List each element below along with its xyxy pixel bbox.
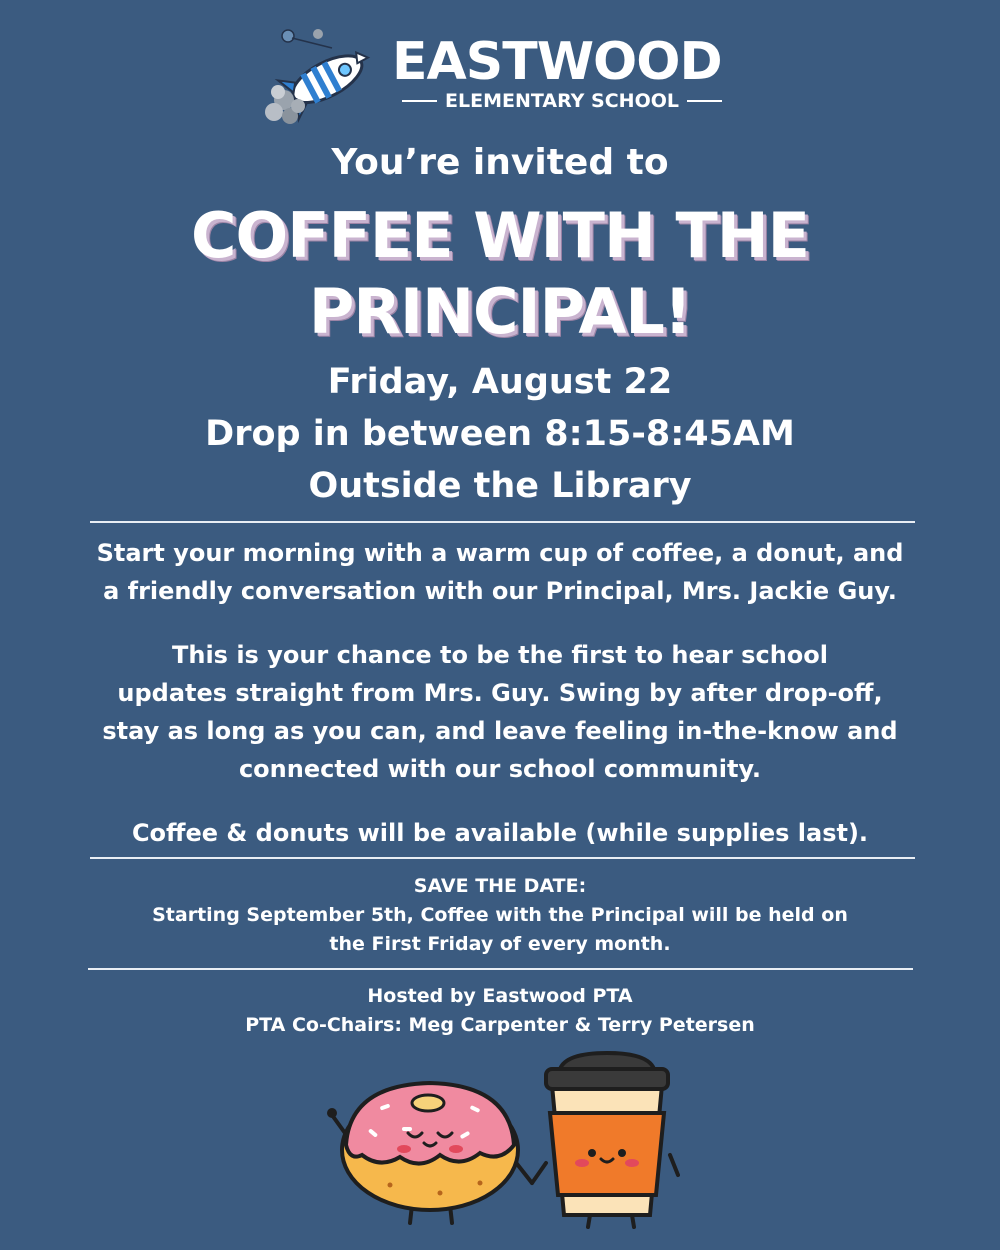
intro-paragraph [0,534,1000,610]
details-line: This is your chance to be the first to hear school [172,641,828,669]
host-info [0,982,1000,1040]
details-paragraph [0,636,1000,788]
subtitle-rule-left [402,100,437,102]
coffee-cup-mascot-icon [532,1053,678,1227]
headline-line-1: COFFEE WITH THE [191,199,809,272]
divider [88,968,913,970]
event-headline [0,198,1000,350]
subtitle-rule-right [687,100,722,102]
event-location: Outside the Library [308,466,692,506]
save-the-date-line: Starting September 5th, Coffee with the Principal will be held on [152,904,848,926]
school-subtitle-text: ELEMENTARY SCHOOL [445,90,679,112]
headline-line-2: PRINCIPAL! [308,275,692,348]
save-the-date-heading: SAVE THE DATE: [413,875,587,897]
hosted-by: Hosted by Eastwood PTA [367,985,633,1007]
intro-line: a friendly conversation with our Principal, Mrs. Jackie Guy. [103,577,897,605]
co-chairs: PTA Co-Chairs: Meg Carpenter & Terry Petersen [245,1014,755,1036]
intro-line: Start your morning with a warm cup of coffee, a donut, and [96,539,904,567]
save-the-date [0,872,1000,959]
school-logo [262,22,742,132]
event-date: Friday, August 22 [327,362,673,402]
details-line: updates straight from Mrs. Guy. Swing by after drop-off, [117,679,883,707]
school-name: EASTWOOD [392,32,722,92]
rocket-icon [262,22,382,132]
school-subtitle [402,90,722,112]
details-line: stay as long as you can, and leave feeling in-the-know and [102,717,898,745]
mascots-illustration [320,1045,680,1230]
donut-mascot-icon [327,1083,532,1223]
divider [90,857,915,859]
refreshments-note: Coffee & donuts will be available (while supplies last). [131,819,869,847]
invite-lead: You’re invited to [331,142,669,183]
event-details [0,356,1000,512]
save-the-date-line: the First Friday of every month. [329,933,671,955]
divider [90,521,915,523]
details-line: connected with our school community. [238,755,762,783]
event-time: Drop in between 8:15-8:45AM [205,414,795,454]
